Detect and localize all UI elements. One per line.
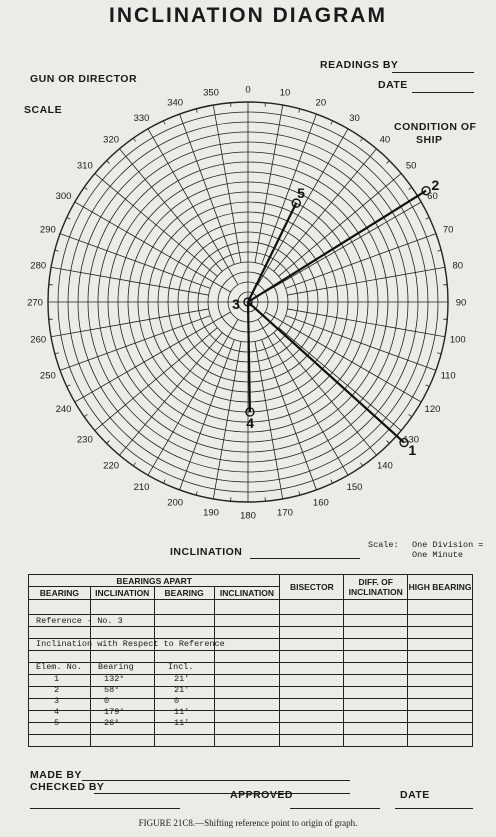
tick	[426, 217, 430, 219]
angle-label: 10	[279, 87, 291, 99]
made-by-label: MADE BY	[30, 769, 82, 781]
inclination-line	[250, 558, 360, 559]
angle-label: 70	[442, 224, 454, 236]
table-cell	[90, 627, 154, 639]
date-footer-label: DATE	[400, 789, 430, 801]
tick	[163, 480, 165, 484]
tick	[437, 353, 441, 354]
table-cell	[408, 699, 473, 711]
scale-note-line1: One Division =	[412, 540, 484, 550]
table-cell	[408, 687, 473, 699]
table-cell	[214, 663, 280, 675]
angle-label: 30	[349, 113, 360, 125]
table-row	[29, 600, 473, 615]
spoke	[95, 328, 218, 431]
table-cell	[280, 723, 344, 735]
col-inclination-2: INCLINATION	[214, 587, 280, 600]
tick	[331, 480, 333, 484]
angle-label: 350	[203, 87, 219, 99]
spoke	[75, 312, 231, 402]
point-label: 3	[232, 296, 240, 312]
table-cell	[214, 627, 280, 639]
results-table	[28, 574, 473, 747]
angle-label: 310	[76, 160, 93, 172]
angle-label: 220	[103, 460, 120, 472]
angle-label: 140	[376, 460, 393, 472]
tick	[196, 109, 197, 113]
table-cell	[154, 600, 214, 615]
spoke	[262, 114, 317, 264]
bearings-apart-header: BEARINGS APART	[29, 575, 280, 587]
table-cell	[344, 600, 408, 615]
angle-label: 110	[440, 370, 456, 382]
table-cell	[29, 651, 91, 663]
angle-label: 250	[39, 370, 56, 382]
tick	[426, 385, 430, 387]
table-cell	[90, 651, 154, 663]
angle-label: 320	[103, 134, 120, 146]
tick	[437, 250, 441, 251]
table-row	[29, 699, 473, 711]
elem-elem: 4	[54, 707, 60, 717]
tick	[196, 491, 197, 495]
table-cell	[214, 699, 280, 711]
tick	[299, 491, 300, 495]
readings-by-label: READINGS BY	[320, 59, 399, 71]
table-cell	[90, 723, 154, 735]
elem-bearing: 179°	[104, 707, 125, 717]
tick	[409, 187, 412, 189]
table-cell	[280, 687, 344, 699]
table-cell	[29, 723, 91, 735]
table-row	[29, 651, 473, 663]
table-cell	[344, 687, 408, 699]
point-label: 1	[408, 441, 417, 458]
angle-label: 150	[346, 481, 363, 493]
table-cell	[29, 711, 91, 723]
spoke	[274, 333, 377, 456]
angle-label: 170	[277, 507, 293, 519]
table-cell	[214, 735, 280, 747]
table-cell	[280, 735, 344, 747]
spoke	[148, 129, 238, 285]
tick	[163, 121, 165, 125]
date-label: DATE	[378, 79, 408, 91]
angle-label: 0	[245, 84, 251, 96]
tick	[331, 121, 333, 125]
tick	[387, 161, 390, 164]
angle-label: 210	[133, 481, 150, 493]
made-by-line	[82, 780, 350, 781]
angle-label: 90	[455, 297, 467, 309]
tick	[55, 250, 59, 251]
angle-label: 160	[312, 497, 329, 509]
elem-elem: 2	[54, 685, 60, 695]
scale-note-line2: One Minute	[412, 550, 464, 560]
elem-incl: 11'	[174, 707, 190, 717]
spoke	[180, 340, 235, 490]
angle-label: 190	[203, 507, 219, 519]
tick	[84, 187, 87, 189]
table-cell	[344, 675, 408, 687]
relative-text: Inclination with Respect to Reference	[36, 639, 225, 649]
spoke	[286, 234, 436, 289]
elem-incl: 21'	[174, 674, 190, 684]
table-cell	[344, 663, 408, 675]
table-cell	[344, 639, 408, 651]
elem-header: Elem. No.	[36, 662, 82, 672]
table-cell	[408, 651, 473, 663]
table-cell	[90, 735, 154, 747]
table-cell	[29, 600, 91, 615]
table-cell	[408, 663, 473, 675]
condition-label-2: SHIP	[416, 134, 443, 146]
table-cell	[408, 600, 473, 615]
table-cell	[344, 615, 408, 627]
table-cell	[90, 600, 154, 615]
spoke	[75, 202, 231, 292]
figure-caption: FIGURE 21C8.—Shifting reference point to origin of graph.	[138, 818, 358, 828]
tick	[107, 441, 110, 444]
angle-label: 60	[427, 191, 438, 202]
table-row	[29, 675, 473, 687]
tick	[67, 385, 71, 387]
spoke	[119, 149, 222, 272]
tick	[360, 138, 362, 141]
angle-label: 330	[133, 113, 150, 125]
checked-by-line	[94, 793, 350, 794]
spoke	[60, 316, 210, 371]
table-cell	[408, 735, 473, 747]
angle-label: 130	[403, 434, 420, 446]
angle-label: 80	[452, 260, 464, 272]
table-cell	[344, 735, 408, 747]
diagram-title: INCLINATION DIAGRAM	[109, 4, 387, 27]
table-cell	[280, 615, 344, 627]
table-row	[29, 663, 473, 675]
table-cell	[344, 651, 408, 663]
scale-note-label: Scale:	[368, 540, 399, 550]
spoke	[258, 129, 348, 285]
table-cell	[408, 615, 473, 627]
tick	[409, 414, 412, 416]
tick	[84, 414, 87, 416]
angle-label: 300	[55, 191, 72, 202]
elem-incl: 21'	[174, 685, 190, 695]
table-cell	[408, 639, 473, 651]
angle-label: 20	[315, 97, 327, 109]
table-cell	[408, 675, 473, 687]
spoke	[60, 234, 210, 289]
table-cell	[214, 675, 280, 687]
approved-label: APPROVED	[230, 789, 293, 801]
tick	[299, 109, 300, 113]
elem-bearing: 26°	[104, 718, 120, 728]
tick	[360, 463, 362, 466]
spoke	[148, 319, 238, 475]
sign-line-3	[395, 808, 473, 809]
angle-label: 40	[379, 134, 391, 146]
table-cell	[29, 687, 91, 699]
table-row	[29, 711, 473, 723]
point-label: 4	[246, 414, 255, 431]
spoke	[286, 316, 436, 371]
table-cell	[280, 627, 344, 639]
inclination-label: INCLINATION	[170, 546, 243, 558]
elem-incl: 11'	[174, 718, 190, 728]
spoke	[95, 173, 218, 276]
table-cell	[154, 627, 214, 639]
table-row	[29, 723, 473, 735]
col-inclination-1: INCLINATION	[90, 587, 154, 600]
reference-text: Reference - No. 3	[36, 616, 123, 626]
table-cell	[154, 615, 214, 627]
table-cell	[280, 663, 344, 675]
spoke	[119, 333, 222, 456]
angle-labels-group	[27, 85, 466, 522]
checked-by-label: CHECKED BY	[30, 781, 105, 793]
gun-director-label: GUN OR DIRECTOR	[30, 73, 138, 85]
angle-label: 120	[424, 404, 441, 415]
col-bearing-1: BEARING	[29, 587, 91, 600]
table-cell	[280, 639, 344, 651]
table-cell	[29, 699, 91, 711]
angle-label: 180	[240, 510, 256, 522]
tick	[107, 161, 110, 164]
elem-bearing: 58°	[104, 685, 120, 695]
elem-incl: 0	[174, 696, 180, 706]
table-cell	[408, 711, 473, 723]
table-cell	[214, 615, 280, 627]
scale-label: SCALE	[24, 104, 63, 116]
table-row	[29, 627, 473, 639]
angle-label: 240	[55, 404, 72, 415]
point-label: 5	[297, 185, 305, 202]
table-cell	[214, 711, 280, 723]
tick	[133, 138, 135, 141]
sign-line-2	[290, 808, 380, 809]
table-cell	[280, 699, 344, 711]
table-cell	[154, 651, 214, 663]
angle-label: 200	[167, 497, 184, 509]
spoke	[180, 114, 235, 264]
angle-label: 50	[405, 160, 417, 172]
bearing-header: Bearing	[98, 662, 134, 672]
incl-header: Incl.	[168, 662, 194, 672]
spoke	[265, 202, 421, 292]
spoke	[262, 340, 317, 490]
table-cell	[214, 687, 280, 699]
table-cell	[214, 723, 280, 735]
elem-elem: 1	[54, 674, 60, 684]
table-row	[29, 687, 473, 699]
table-cell	[154, 735, 214, 747]
spoke	[279, 328, 402, 431]
angle-label: 280	[30, 260, 47, 272]
sign-line-1	[30, 808, 180, 809]
col-bisector: BISECTOR	[280, 575, 344, 600]
tick	[67, 217, 71, 219]
col-diff-inclination: DIFF. OF INCLINATION	[344, 575, 408, 600]
table-cell	[344, 711, 408, 723]
angle-label: 230	[76, 434, 93, 446]
table-cell	[214, 651, 280, 663]
table-cell	[280, 651, 344, 663]
elem-bearing: 132°	[104, 674, 125, 684]
table-cell	[29, 735, 91, 747]
table-cell	[344, 723, 408, 735]
angle-label: 100	[449, 334, 466, 346]
condition-label-1: CONDITION OF	[394, 121, 477, 133]
table-cell	[214, 600, 280, 615]
table-cell	[280, 600, 344, 615]
table-cell	[29, 627, 91, 639]
table-cell	[29, 675, 91, 687]
table-cell	[280, 675, 344, 687]
angle-label: 340	[167, 97, 184, 109]
table-cell	[408, 723, 473, 735]
table-row	[29, 735, 473, 747]
angle-label: 260	[30, 334, 47, 346]
elem-bearing: 0	[104, 696, 110, 706]
table-cell	[344, 699, 408, 711]
col-bearing-2: BEARING	[154, 587, 214, 600]
table-cell	[408, 627, 473, 639]
spoke	[258, 319, 348, 475]
tick	[387, 441, 390, 444]
point-label: 2	[431, 176, 440, 193]
col-high-bearing: HIGH BEARING	[408, 575, 473, 600]
angle-label: 270	[27, 297, 43, 309]
table-cell	[90, 687, 154, 699]
tick	[55, 353, 59, 354]
tick	[133, 463, 135, 466]
angle-label: 290	[39, 224, 56, 236]
elem-elem: 5	[54, 718, 60, 728]
table-cell	[280, 711, 344, 723]
polar-diagram	[0, 70, 496, 540]
elem-elem: 3	[54, 696, 60, 706]
table-cell	[344, 627, 408, 639]
